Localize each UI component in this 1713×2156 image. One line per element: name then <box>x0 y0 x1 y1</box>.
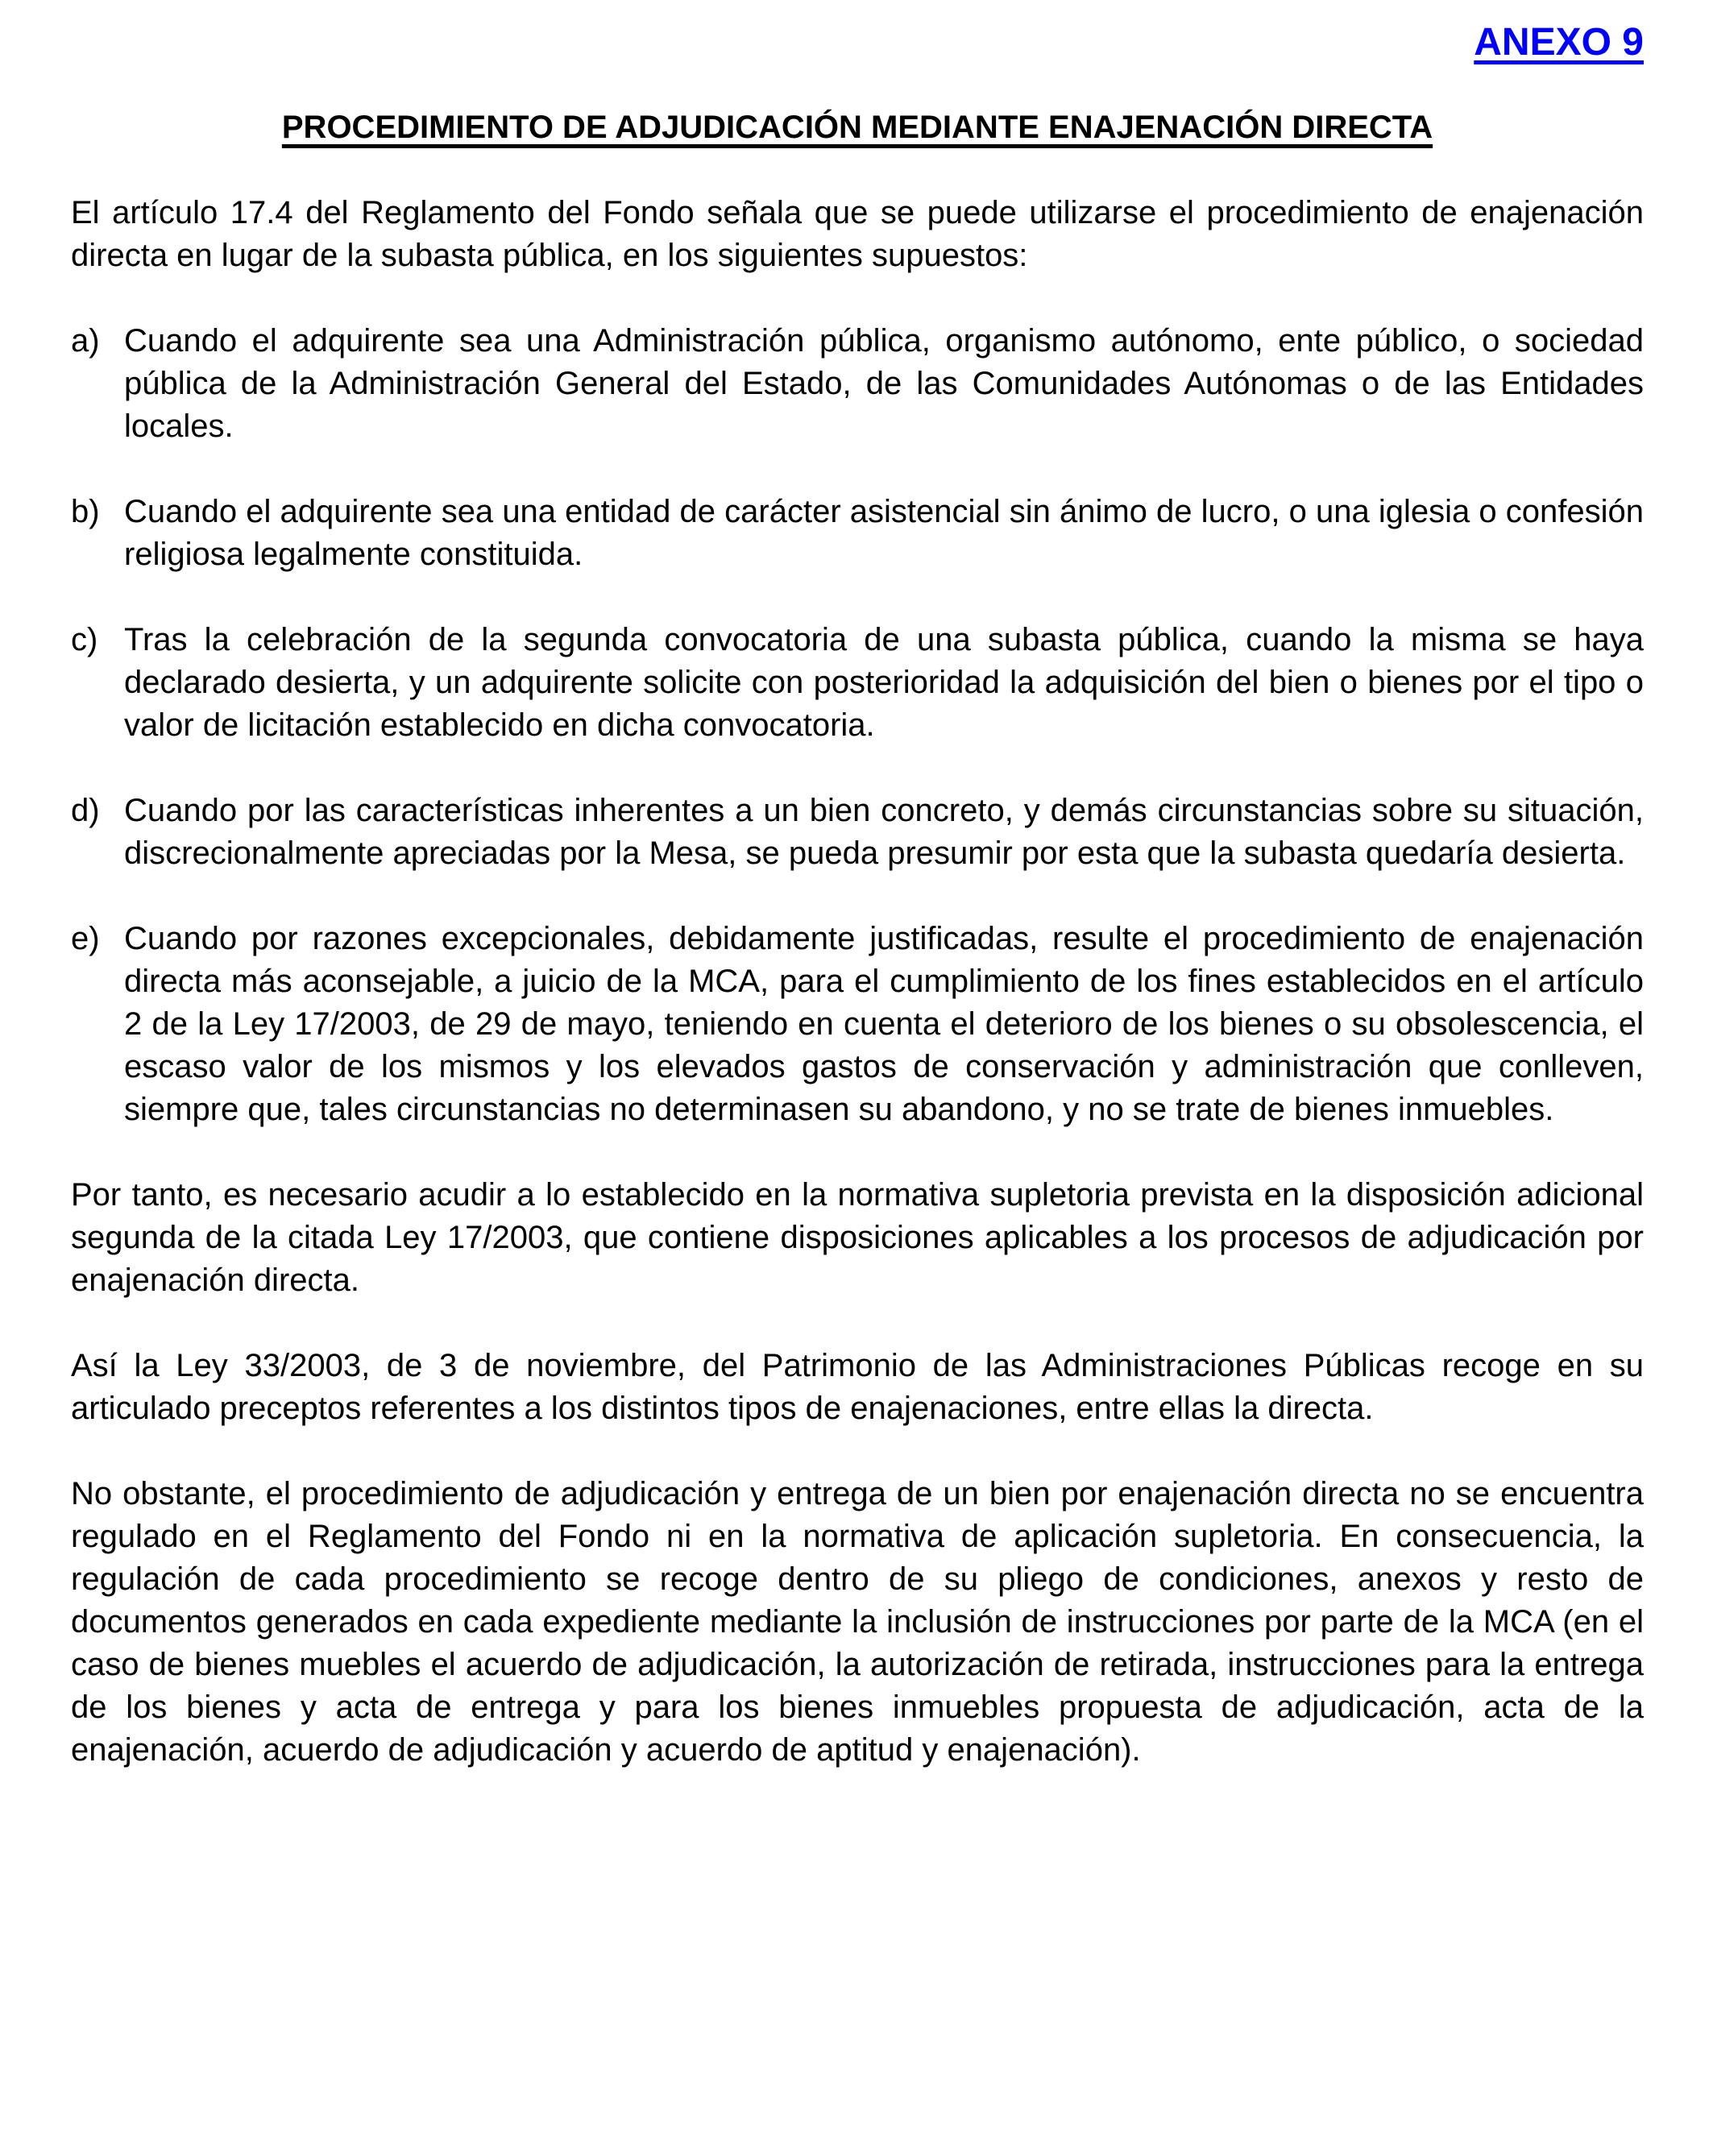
list-item-marker: e) <box>71 921 100 956</box>
list-item <box>71 918 1644 1131</box>
page-title-text: PROCEDIMIENTO DE ADJUDICACIÓN MEDIANTE ENAJENACIÓN DIRECTA <box>281 110 1433 145</box>
list-item <box>71 790 1644 875</box>
list-item <box>71 491 1644 576</box>
intro-paragraph: El artículo 17.4 del Reglamento del Fondo señala que se puede utilizarse el procedimiento de enajenación directa en lugar de la subasta pública, en los siguientes supuestos: <box>71 195 1644 273</box>
page-title <box>71 106 1644 149</box>
list-item-marker: b) <box>71 494 100 529</box>
list-item-text: Cuando por las características inherentes a un bien concreto, y demás circunstancias sobre su situación, discrecionalmente apreciadas por la Mesa, se pueda presumir por esta que la subasta quedaría desierta. <box>124 793 1644 871</box>
closing-paragraph: No obstante, el procedimiento de adjudicación y entrega de un bien por enajenación directa no se encuentra regulado en el Reglamento del Fondo ni en la normativa de aplicación supletoria. En consecuencia, la regulación de cada procedimiento se recoge dentro de su pliego de condiciones, anexos y resto de documentos generados en cada expediente mediante la inclusión de instrucciones por parte de la MCA (en el caso de bienes muebles el acuerdo de adjudicación, la autorización de retirada, instrucciones para la entrega de los bienes y acta de entrega y para los bienes inmuebles propuesta de adjudicación, acta de la enajenación, acuerdo de adjudicación y acuerdo de aptitud y enajenación). <box>71 1476 1644 1768</box>
annex-label-text: ANEXO 9 <box>1474 21 1644 64</box>
list-item-marker: c) <box>71 622 98 657</box>
list-item-marker: d) <box>71 793 100 828</box>
supuestos-list <box>71 320 1644 1131</box>
closing-paragraph: Así la Ley 33/2003, de 3 de noviembre, del Patrimonio de las Administraciones Públicas recoge en su articulado preceptos referentes a los distintos tipos de enajenaciones, entre ellas la directa. <box>71 1348 1644 1426</box>
list-item-text: Cuando el adquirente sea una Administración pública, organismo autónomo, ente público, o sociedad pública de la Administración General del Estado, de las Comunidades Autónomas o de las Entidades locales. <box>124 323 1644 444</box>
list-item <box>71 619 1644 747</box>
list-item <box>71 320 1644 448</box>
list-item-text: Cuando por razones excepcionales, debidamente justificadas, resulte el procedimiento de enajenación directa más aconsejable, a juicio de la MCA, para el cumplimiento de los fines establecidos en el artículo 2 de la Ley 17/2003, de 29 de mayo, teniendo en cuenta el deterioro de los bienes o su obsolescencia, el escaso valor de los mismos y los elevados gastos de conservación y administración que conlleven, siempre que, tales circunstancias no determinasen su abandono, y no se trate de bienes inmuebles. <box>124 921 1644 1127</box>
list-item-text: Tras la celebración de la segunda convocatoria de una subasta pública, cuando la misma se haya declarado desierta, y un adquirente solicite con posterioridad la adquisición del bien o bienes por el tipo o valor de licitación establecido en dicha convocatoria. <box>124 622 1644 743</box>
list-item-text: Cuando el adquirente sea una entidad de carácter asistencial sin ánimo de lucro, o una iglesia o confesión religiosa legalmente constituida. <box>124 494 1644 572</box>
closing-paragraph: Por tanto, es necesario acudir a lo establecido en la normativa supletoria prevista en la disposición adicional segunda de la citada Ley 17/2003, que contiene disposiciones aplicables a los procesos de adjudicación por enajenación directa. <box>71 1177 1644 1298</box>
list-item-marker: a) <box>71 323 100 359</box>
annex-label <box>71 21 1644 64</box>
